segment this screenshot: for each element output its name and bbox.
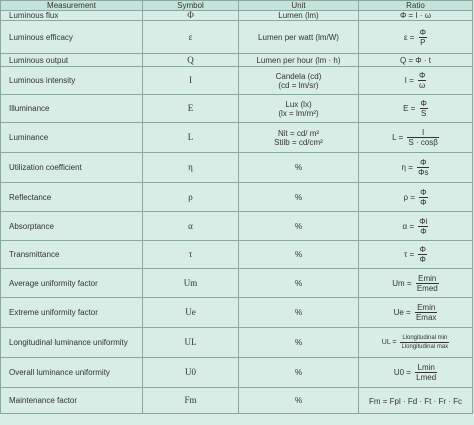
unit-cell: % [239,241,359,269]
unit-cell: % [239,269,359,298]
unit-line-2: (lx = lm/m²) [278,108,319,118]
ratio-fraction [419,188,427,207]
ratio-denominator: Emax [415,313,437,323]
symbol-cell: τ [143,241,239,269]
symbol-cell: E [143,95,239,123]
ratio-cell [359,21,473,54]
table-row [1,11,473,21]
ratio-fraction [417,158,429,177]
ratio-formula: Q = Φ · t [399,56,432,66]
ratio-cell [359,11,473,21]
measurement-cell: Reflectance [1,183,143,212]
symbol-cell: α [143,212,239,241]
measurement-cell: Luminous output [1,54,143,67]
ratio-cell [359,298,473,328]
ratio-cell [359,153,473,183]
symbol-cell: Fm [143,388,239,414]
header-unit: Unit [239,1,359,11]
measurement-cell: Illuminance [1,95,143,123]
symbol-cell: ρ [143,183,239,212]
ratio-lhs: UL = [381,339,397,347]
measurement-cell: Luminous efficacy [1,21,143,54]
table-row [1,153,473,183]
ratio-denominator: P [420,37,426,47]
header-ratio: Ratio [359,1,473,11]
table-row [1,21,473,54]
table-row [1,358,473,388]
ratio-numerator: Φ [418,71,426,81]
ratio-fraction [400,334,449,351]
ratio-denominator: Lmed [416,373,437,383]
ratio-numerator: Φ [417,158,429,168]
ratio-cell [359,212,473,241]
ratio-lhs: U0 = [393,368,411,378]
ratio-formula: Φ = I · ω [399,11,432,21]
unit-line-1: Lux (lx) [285,99,312,109]
ratio-denominator: Llongitudinal max [401,344,449,351]
table-row [1,95,473,123]
symbol-cell: UL [143,328,239,358]
ratio-cell [359,123,473,153]
table-row [1,54,473,67]
ratio-lhs: L = [392,133,404,143]
header-row [1,1,473,11]
ratio-lhs: ε = [403,32,415,42]
table-row [1,212,473,241]
ratio-denominator: Φ [420,226,427,236]
ratio-lhs: Ue = [393,308,411,318]
table-row [1,298,473,328]
table-row [1,183,473,212]
ratio-denominator: S · cosβ [408,138,438,148]
unit-line-1: Candela (cd) [275,71,322,81]
measurement-cell: Maintenance factor [1,388,143,414]
unit-cell: Lumen per watt (lm/W) [239,21,359,54]
measurement-cell: Transmittance [1,241,143,269]
unit-cell: Lumen (lm) [239,11,359,21]
ratio-lhs: E = [403,104,416,114]
ratio-numerator: I [407,128,439,138]
ratio-numerator: Llongitudinal min [402,335,448,342]
header-measurement: Measurement [1,1,143,11]
table-row [1,67,473,95]
ratio-denominator: Φ [419,255,426,265]
ratio-numerator: Lmin [415,363,437,373]
ratio-denominator: Emed [416,283,438,293]
unit-cell [239,95,359,123]
ratio-numerator: Φ [419,27,427,37]
table-row [1,269,473,298]
ratio-numerator: Φ [419,245,426,255]
header-symbol: Symbol [143,1,239,11]
unit-cell: % [239,183,359,212]
ratio-lhs: ρ = [403,192,415,202]
measurement-cell: Absorptance [1,212,143,241]
ratio-cell [359,67,473,95]
symbol-cell: U0 [143,358,239,388]
measurement-cell: Longitudinal luminance uniformity [1,328,143,358]
symbol-cell: L [143,123,239,153]
table-row [1,328,473,358]
symbol-cell: Ue [143,298,239,328]
ratio-fraction [418,217,428,236]
unit-cell: % [239,298,359,328]
symbol-cell: Φ [143,11,239,21]
ratio-numerator: Φ [420,187,427,197]
ratio-lhs: α = [402,221,415,231]
table-row [1,241,473,269]
ratio-cell [359,269,473,298]
unit-cell: % [239,153,359,183]
ratio-denominator: Φ [420,197,427,207]
ratio-denominator: ω [419,81,426,91]
unit-cell: % [239,388,359,414]
measurement-cell: Luminous intensity [1,67,143,95]
ratio-formula: Fm = Fpl · Fd · Ft · Fr · Fc [368,396,463,406]
measurement-cell: Average uniformity factor [1,269,143,298]
ratio-cell [359,328,473,358]
symbol-cell: Um [143,269,239,298]
ratio-denominator: Φs [418,168,429,178]
table-row [1,388,473,414]
ratio-fraction [415,303,437,322]
ratio-lhs: η = [401,163,413,173]
ratio-fraction [418,245,426,264]
table-row [1,123,473,153]
ratio-numerator: Emin [415,303,437,313]
unit-cell [239,123,359,153]
ratio-fraction [415,363,437,382]
symbol-cell: I [143,67,239,95]
ratio-fraction [419,28,427,47]
measurement-cell: Overall luminance uniformity [1,358,143,388]
unit-line-2: Stilb = cd/cm² [274,137,323,147]
unit-line-1: Nit = cd/ m² [277,128,320,138]
unit-cell: % [239,212,359,241]
ratio-fraction [420,99,428,118]
measurement-cell: Luminous flux [1,11,143,21]
ratio-lhs: τ = [404,250,415,260]
measurement-cell: Extreme uniformity factor [1,298,143,328]
ratio-cell [359,183,473,212]
ratio-cell [359,95,473,123]
measurement-cell: Utilization coefficient [1,153,143,183]
unit-cell [239,67,359,95]
symbol-cell: Q [143,54,239,67]
ratio-lhs: Um = [392,278,412,288]
ratio-denominator: S [421,109,427,119]
ratio-numerator: Emin [416,274,439,284]
symbol-cell: η [143,153,239,183]
unit-cell: % [239,358,359,388]
unit-line-2: (cd = lm/sr) [278,80,319,90]
ratio-fraction [407,128,439,147]
symbol-cell: ε [143,21,239,54]
unit-cell: % [239,328,359,358]
ratio-numerator: Φ [420,99,427,109]
ratio-fraction [416,274,439,293]
ratio-cell [359,358,473,388]
ratio-lhs: I = [404,76,414,86]
unit-cell: Lumen per hour (lm · h) [239,54,359,67]
ratio-fraction [418,71,426,90]
ratio-numerator: Φi [419,216,428,226]
ratio-cell [359,241,473,269]
ratio-cell [359,388,473,414]
ratio-cell [359,54,473,67]
measurement-cell: Luminance [1,123,143,153]
